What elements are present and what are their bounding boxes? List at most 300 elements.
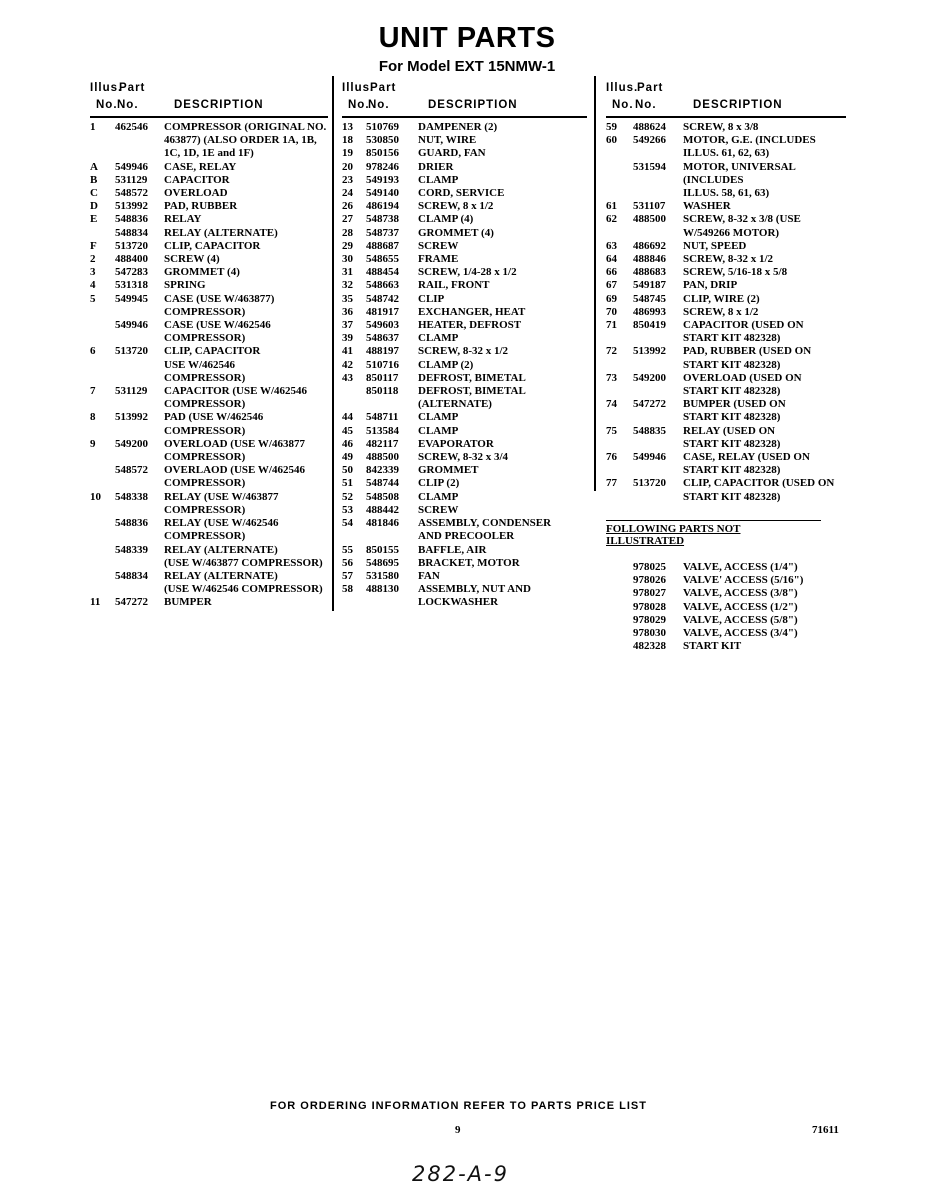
description-line: PAD, RUBBER	[164, 200, 238, 213]
description-line: SCREW, 8-32 x 3/4	[418, 451, 509, 464]
description-line: RAIL, FRONT	[418, 279, 490, 292]
description-line: NUT, WIRE	[418, 134, 477, 147]
part-number: 548695	[366, 556, 399, 569]
part-number: 548836	[115, 213, 148, 226]
header-description: DESCRIPTION	[693, 99, 783, 111]
illus-number: C	[90, 187, 98, 200]
description-line: SCREW, 8 x 1/2	[418, 200, 494, 213]
part-number: 549187	[633, 279, 666, 292]
part-number: 978027	[633, 587, 666, 600]
part-number: 850118	[366, 385, 399, 398]
table-row	[90, 596, 328, 609]
description-line: GROMMET (4)	[164, 266, 240, 279]
table-row	[606, 319, 846, 345]
table-row	[606, 574, 846, 587]
column-divider	[594, 76, 596, 491]
illus-number: 61	[606, 200, 617, 213]
table-row	[606, 477, 846, 503]
table-row	[90, 161, 328, 174]
description-line: DEFROST, BIMETAL	[418, 371, 526, 384]
description-line: CASE (USE W/462546	[164, 319, 271, 332]
description-line: DRIER	[418, 160, 454, 173]
part-number: 488687	[366, 239, 399, 252]
table-row	[90, 464, 328, 490]
illus-number: 58	[342, 583, 353, 596]
illus-number: 72	[606, 345, 617, 358]
description-line: GROMMET	[418, 464, 479, 477]
spacer	[606, 547, 846, 561]
table-row	[342, 345, 587, 358]
table-row	[342, 464, 587, 477]
part-number: 488500	[633, 213, 666, 226]
table-row	[342, 319, 587, 332]
part-number: 482117	[366, 437, 399, 450]
illus-number: 24	[342, 187, 353, 200]
description-line: CLIP, WIRE (2)	[683, 292, 760, 305]
description-line: RELAY (ALTERNATE)	[164, 569, 278, 582]
illus-number: 10	[90, 490, 101, 503]
part-number: 548737	[366, 226, 399, 239]
description-line: CLAMP	[418, 332, 459, 345]
table-row	[342, 438, 587, 451]
table-row	[342, 359, 587, 372]
header-illus: Illus.	[606, 82, 639, 94]
table-row	[90, 174, 328, 187]
table-row	[606, 601, 846, 614]
column-header	[606, 99, 846, 116]
illus-number: 45	[342, 424, 353, 437]
description-line: BAFFLE, AIR	[418, 543, 487, 556]
description-line: CLAMP	[418, 424, 459, 437]
table-row	[342, 557, 587, 570]
illus-number: 74	[606, 398, 617, 411]
description-line: CASE (USE W/463877)	[164, 292, 275, 305]
description-line: RELAY (USED ON	[683, 424, 776, 437]
description-line: CASE, RELAY (USED ON	[683, 451, 810, 464]
part-number: 978028	[633, 600, 666, 613]
table-row	[342, 213, 587, 226]
description-line: OVERLOAD	[164, 187, 228, 200]
description-line: COMPRESSOR)	[164, 530, 246, 543]
illus-number: 77	[606, 477, 617, 490]
description-line: CLIP, CAPACITOR	[164, 345, 261, 358]
part-number: 549193	[366, 173, 399, 186]
description-line: START KIT 482328)	[683, 385, 781, 398]
description-line: CLAMP (2)	[418, 358, 474, 371]
part-number: 549200	[633, 371, 666, 384]
table-row	[342, 187, 587, 200]
description-line: START KIT 482328)	[683, 437, 781, 450]
description-line: CAPACITOR	[164, 173, 230, 186]
part-number: 549266	[633, 134, 666, 147]
description-line: COMPRESSOR)	[164, 424, 246, 437]
description-line: RELAY (ALTERNATE)	[164, 226, 278, 239]
description-line: SCREW, 8 x 3/8	[683, 121, 759, 133]
table-row	[606, 306, 846, 319]
description-line: VALVE, ACCESS (1/4")	[683, 560, 798, 573]
description-line: SCREW, 8 x 1/2	[683, 305, 759, 318]
part-number: 488454	[366, 266, 399, 279]
part-number: 548834	[115, 226, 148, 239]
description-line: CLAMP (4)	[418, 213, 474, 226]
part-number: 548745	[633, 292, 666, 305]
part-number: 531129	[115, 385, 148, 398]
parts-column-1	[90, 82, 328, 610]
illus-number: 46	[342, 437, 353, 450]
illus-number: 6	[90, 345, 96, 358]
table-row	[342, 425, 587, 438]
illus-number: 50	[342, 464, 353, 477]
description-line: FAN	[418, 569, 440, 582]
part-number: 548339	[115, 543, 148, 556]
illus-number: E	[90, 213, 98, 226]
table-row	[606, 372, 846, 398]
description-line: SCREW, 1/4-28 x 1/2	[418, 266, 517, 279]
part-number: 488624	[633, 121, 666, 133]
part-number: 481917	[366, 305, 399, 318]
illus-number: 11	[90, 596, 101, 609]
illus-number: 26	[342, 200, 353, 213]
description-line: CLIP, CAPACITOR (USED ON	[683, 477, 835, 490]
description-line: SCREW, 8-32 x 3/8 (USE	[683, 213, 801, 226]
table-row	[342, 332, 587, 345]
part-number: 547283	[115, 266, 148, 279]
description-line: MOTOR, G.E. (INCLUDES	[683, 134, 816, 147]
part-number: 850419	[633, 319, 666, 332]
table-row	[90, 517, 328, 543]
part-number: 549946	[115, 319, 148, 332]
illus-number: 55	[342, 543, 353, 556]
description-line: 1C, 1D, 1E and 1F)	[164, 147, 254, 160]
part-number: 513720	[633, 477, 666, 490]
table-row	[90, 570, 328, 596]
illus-number: 59	[606, 121, 617, 133]
description-line: START KIT 482328)	[683, 332, 781, 345]
table-row	[342, 411, 587, 424]
table-row	[606, 200, 846, 213]
illus-number: 69	[606, 292, 617, 305]
table-row	[90, 345, 328, 385]
table-row	[342, 134, 587, 147]
description-line: CAPACITOR (USED ON	[683, 319, 804, 332]
description-line: START KIT 482328)	[683, 411, 781, 424]
illus-number: 39	[342, 332, 353, 345]
description-line: RELAY (ALTERNATE)	[164, 543, 278, 556]
illus-number: 76	[606, 451, 617, 464]
description-line: (USE W/462546 COMPRESSOR)	[164, 583, 323, 596]
table-row	[342, 240, 587, 253]
description-line: COMPRESSOR)	[164, 371, 246, 384]
illus-number: 3	[90, 266, 96, 279]
illus-number: 75	[606, 424, 617, 437]
table-row	[342, 227, 587, 240]
table-row	[342, 200, 587, 213]
table-row	[90, 200, 328, 213]
description-line: VALVE, ACCESS (5/8")	[683, 613, 798, 626]
description-line: CASE, RELAY	[164, 160, 237, 173]
part-number: 488197	[366, 345, 399, 358]
part-number: 548637	[366, 332, 399, 345]
part-number: 549946	[115, 160, 148, 173]
description-line: COMPRESSOR)	[164, 332, 246, 345]
part-number: 488400	[115, 253, 148, 266]
illus-number: B	[90, 173, 98, 186]
description-line: ILLUS. 58, 61, 63)	[683, 187, 770, 200]
illus-number: 7	[90, 385, 96, 398]
header-part: Part	[370, 82, 397, 94]
description-line: SCREW	[418, 503, 459, 516]
description-line: ASSEMBLY, NUT AND	[418, 583, 531, 596]
column-header	[342, 82, 587, 99]
part-number: 549603	[366, 319, 399, 332]
table-row	[606, 640, 846, 653]
table-row	[90, 121, 328, 161]
part-number: 531107	[633, 200, 666, 213]
illus-number: 51	[342, 477, 353, 490]
column-divider	[332, 76, 334, 611]
description-line: SCREW	[418, 239, 459, 252]
description-line: NUT, SPEED	[683, 239, 747, 252]
description-line: VALVE, ACCESS (3/4")	[683, 626, 798, 639]
table-row	[606, 266, 846, 279]
table-row	[90, 240, 328, 253]
table-row	[606, 134, 846, 160]
illus-number: 73	[606, 371, 617, 384]
description-line: CLAMP	[418, 411, 459, 424]
table-row	[90, 491, 328, 517]
description-line: CLAMP	[418, 490, 459, 503]
table-row	[606, 279, 846, 292]
part-number: 486692	[633, 239, 666, 252]
description-line: BUMPER (USED ON	[683, 398, 786, 411]
description-line: RELAY (USE W/462546	[164, 517, 279, 530]
description-line: USE W/462546	[164, 358, 236, 371]
table-row	[90, 544, 328, 570]
model-subtitle: For Model EXT 15NMW-1	[378, 58, 556, 75]
description-line: W/549266 MOTOR)	[683, 226, 780, 239]
part-number: 513992	[633, 345, 666, 358]
table-row	[342, 451, 587, 464]
description-line: SCREW, 5/16-18 x 5/8	[683, 266, 788, 279]
illus-number: 1	[90, 121, 96, 133]
table-row	[606, 293, 846, 306]
illus-number: 54	[342, 517, 353, 530]
table-row	[606, 121, 846, 134]
illus-number: 19	[342, 147, 353, 160]
header-no: No.	[612, 99, 634, 111]
table-row	[90, 319, 328, 345]
part-number: 482328	[633, 640, 666, 653]
part-number: 548711	[366, 411, 399, 424]
description-line: START KIT 482328)	[683, 464, 781, 477]
header-part: Part	[637, 82, 664, 94]
part-number: 531580	[366, 569, 399, 582]
description-line: EVAPORATOR	[418, 437, 494, 450]
part-number: 488683	[633, 266, 666, 279]
illus-number: 23	[342, 173, 353, 186]
table-row	[342, 121, 587, 134]
table-row	[606, 614, 846, 627]
column-header	[90, 82, 328, 99]
table-row	[342, 306, 587, 319]
illus-number: 32	[342, 279, 353, 292]
table-row	[90, 438, 328, 464]
description-line: OVERLOAD (USE W/463877	[164, 437, 305, 450]
table-row	[342, 544, 587, 557]
illus-number: 56	[342, 556, 353, 569]
illus-number: 9	[90, 437, 96, 450]
ordering-note: FOR ORDERING INFORMATION REFER TO PARTS PRICE LIST	[270, 1100, 647, 1112]
description-line: START KIT 482328)	[683, 358, 781, 371]
table-row	[342, 174, 587, 187]
description-line: COMPRESSOR)	[164, 451, 246, 464]
table-row	[342, 266, 587, 279]
not-illustrated-heading: FOLLOWING PARTS NOT ILLUSTRATED	[606, 520, 821, 547]
table-row	[342, 385, 587, 411]
part-number: 549200	[115, 437, 148, 450]
parts-column-2	[342, 82, 587, 610]
part-number: 842339	[366, 464, 399, 477]
table-row	[90, 266, 328, 279]
part-number: 513992	[115, 411, 148, 424]
header-rule	[90, 116, 328, 118]
handwritten-annotation: 282-A-9	[412, 1162, 509, 1186]
table-row	[90, 213, 328, 226]
illus-number: 4	[90, 279, 96, 292]
part-number: 850117	[366, 371, 399, 384]
description-line: VALVE, ACCESS (1/2")	[683, 600, 798, 613]
description-line: COMPRESSOR)	[164, 503, 246, 516]
header-description: DESCRIPTION	[174, 99, 264, 111]
table-row	[606, 561, 846, 574]
description-line: VALVE, ACCESS (3/8")	[683, 587, 798, 600]
table-row	[606, 425, 846, 451]
table-row	[342, 491, 587, 504]
table-row	[90, 385, 328, 411]
header-no: No.	[117, 99, 139, 111]
description-line: COMPRESSOR)	[164, 477, 246, 490]
table-row	[606, 345, 846, 371]
description-line: CLIP (2)	[418, 477, 460, 490]
part-number: 548834	[115, 569, 148, 582]
table-row	[90, 279, 328, 292]
description-line: COMPRESSOR (ORIGINAL NO.	[164, 121, 327, 133]
part-number: 978246	[366, 160, 399, 173]
part-number: 510769	[366, 121, 399, 133]
description-line: GROMMET (4)	[418, 226, 494, 239]
description-line: FRAME	[418, 253, 459, 266]
header-part: Part	[119, 82, 146, 94]
part-number: 481846	[366, 517, 399, 530]
illus-number: 63	[606, 239, 617, 252]
illus-number: 31	[342, 266, 353, 279]
part-number: 488500	[366, 451, 399, 464]
table-row	[90, 253, 328, 266]
part-number: 513720	[115, 345, 148, 358]
part-number: 531318	[115, 279, 148, 292]
description-line: CLIP, CAPACITOR	[164, 239, 261, 252]
part-number: 510716	[366, 358, 399, 371]
parts-column-3	[606, 82, 846, 653]
illus-number: 64	[606, 253, 617, 266]
part-number: 513720	[115, 239, 148, 252]
part-number: 850156	[366, 147, 399, 160]
part-number: 549946	[633, 451, 666, 464]
part-number: 978030	[633, 626, 666, 639]
illus-number: 18	[342, 134, 353, 147]
description-line: SCREW, 8-32 x 1/2	[683, 253, 774, 266]
header-no: No.	[348, 99, 370, 111]
part-number: 548338	[115, 490, 148, 503]
illus-number: 30	[342, 253, 353, 266]
part-number: 548742	[366, 292, 399, 305]
illus-number: 37	[342, 319, 353, 332]
part-number: 548655	[366, 253, 399, 266]
page-number: 9	[455, 1124, 461, 1136]
header-no: No.	[368, 99, 390, 111]
table-row	[90, 411, 328, 437]
table-row	[90, 293, 328, 319]
description-line: RELAY (USE W/463877	[164, 490, 279, 503]
illus-number: 13	[342, 121, 353, 133]
header-no: No.	[635, 99, 657, 111]
description-line: 463877) (ALSO ORDER 1A, 1B,	[164, 134, 317, 147]
table-row	[342, 504, 587, 517]
part-number: 486194	[366, 200, 399, 213]
part-number: 462546	[115, 121, 148, 133]
description-line: GUARD, FAN	[418, 147, 486, 160]
description-line: BUMPER	[164, 596, 212, 609]
description-line: START KIT 482328)	[683, 490, 781, 503]
table-row	[342, 372, 587, 385]
part-number: 548572	[115, 187, 148, 200]
description-line: CLAMP	[418, 173, 459, 186]
part-number: 978026	[633, 574, 666, 587]
description-line: COMPRESSOR)	[164, 398, 246, 411]
description-line: LOCKWASHER	[418, 596, 499, 609]
header-no: No.	[96, 99, 118, 111]
illus-number: A	[90, 160, 98, 173]
description-line: ASSEMBLY, CONDENSER	[418, 517, 552, 530]
table-row	[606, 451, 846, 477]
illus-number: 71	[606, 319, 617, 332]
illus-number: 8	[90, 411, 96, 424]
description-line: SCREW (4)	[164, 253, 220, 266]
table-row	[606, 627, 846, 640]
description-line: OVERLAOD (USE W/462546	[164, 464, 305, 477]
table-row	[606, 587, 846, 600]
illus-number: 28	[342, 226, 353, 239]
table-row	[90, 227, 328, 240]
description-line: CLIP	[418, 292, 445, 305]
description-line: PAD, RUBBER (USED ON	[683, 345, 812, 358]
part-number: 548835	[633, 424, 666, 437]
description-line: DEFROST, BIMETAL	[418, 385, 526, 398]
column-header	[606, 82, 846, 99]
illus-number: D	[90, 200, 98, 213]
part-number: 547272	[115, 596, 148, 609]
description-line: EXCHANGER, HEAT	[418, 305, 526, 318]
part-number: 513992	[115, 200, 148, 213]
table-row	[342, 570, 587, 583]
illus-number: 53	[342, 503, 353, 516]
part-number: 548836	[115, 517, 148, 530]
illus-number: 60	[606, 134, 617, 147]
table-row	[342, 517, 587, 543]
table-row	[342, 293, 587, 306]
description-line: DAMPENER (2)	[418, 121, 498, 133]
header-rule	[342, 116, 587, 118]
